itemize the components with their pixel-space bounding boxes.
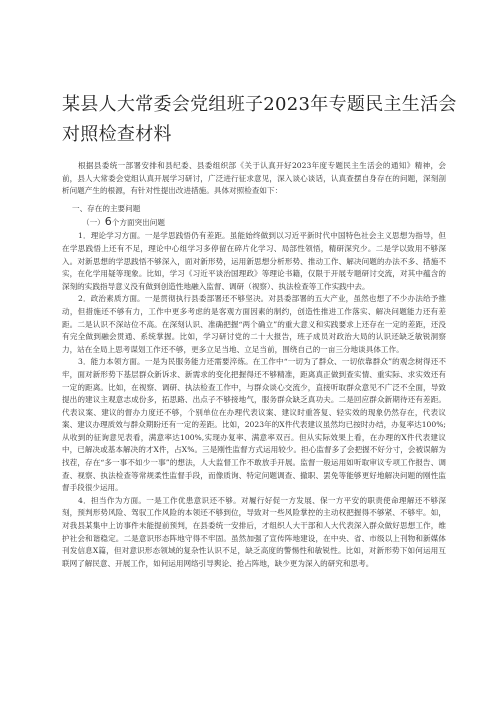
subsection-heading: [62, 215, 446, 230]
item-paragraph-1: 1．理论学习方面。一是学思践悟仍有差距。虽能始终做到以习近平新时代中国特色社会主义思想为指导，但在学思践悟上还有不足，理论中心组学习多停留在碎片化学习、局部性领悟，精研深究少。二是学以致用不够深入。对新思想的学思践悟不够深入，面对新形势，运用新思想分析形势、推动工作、解决问题的办法不多、措施不实，在化学用疑等现象。比如，学习《习近平谈治国理政》等理论书籍，仅限于开展专题研讨交流，对其中蕴含的深刻的实践指导意义没有做到创造性地融入监督、调研（视察）、执法检查等工作实践中去。: [62, 231, 446, 291]
document-body: [62, 160, 446, 570]
subsection-suffix: 个方面突出问题: [111, 218, 165, 228]
intro-paragraph: 根据县委统一部署安排和县纪委、县委组织部《关于认真开好2023年度专题民主生活会的通知》精神，会前，县人大常委会党组认真开展学习研讨，广泛进行征求意见，深入谈心谈话，认真查摆自身存在的问题，深刻剖析问题产生的根源，有针对性提出改进措施。具体对照检查如下：: [62, 161, 446, 196]
document-title: 某县人大常委会党组班子2023年专题民主生活会对照检查材料: [62, 94, 457, 145]
section-heading: 一、存在的主要问题: [72, 203, 141, 213]
subsection-number: 6: [104, 215, 112, 229]
item-paragraph-4: 4．担当作为方面。一是工作优患意识还不够。对履行好促一方发展、保一方平安的职责使命理解还不够深刻，预判形势风险、驾驭工作风险的本领还不够到位，导致对一些风险掌控的主动权把握得不够紧、不够牢。如，对我县某集中上访事件未能提前预判，在县委统一安排后，才组织人大干部和人大代表深入群众做好思想工作，维护社会和谐稳定。二是意识形态阵地守得不牢固。虽然加强了宣传阵地建设，在中央、省、市级以上刊物和新媒体刊发信息X篇，但对意识形态领域的复杂性认识不足，缺乏高度的警惕性和敏锐性。比如，对新形势下如何运用互联网了解民意、开展工作，如何运用网络引导舆论、抢占阵地，缺少更为深入的研究和思考。: [62, 495, 446, 568]
subsection-prefix: （一）: [82, 218, 105, 228]
item-paragraph-3: 3．能力本领方面。一是为民服务能力还需要淬炼。在工作中“一切为了群众、一切依靠群众”的观念树得还不牢，面对新形势下基层群众新诉求、新需求的变化把握得还不够精准，距离真正做到查实情、重实际、求实效还有一定的距离。比如，在视察、调研、执法检查工作中，与群众谈心交流少，直接听取群众意见不广泛不全面，导致提出的建议主观意志成份多，拓思路、出点子不够接地气，服务群众缺乏真功夫。二是回应群众新期待还有差距。代表议案、建议的督办力度还不够，个别单位在办理代表议案、建议时重答复、轻实效的现象仍然存在，代表议案、建议办理质效与群众期盼还有一定的差距。比如，2023年的X件代表建议虽然均已按时办结，办复率达100%;从收到的征询意见表看，满意率达100%,实现办复率、满意率双百。但从实际效果上看，在办理的X件代表建议中，已解决或基本解决的才X件，占X%。三是刚性监督方式运用较少。担心监督多了会把握不好分寸，会被误解为找茬，存在“多一事不如少一事”的想法，人大监督工作不敢放手开展。监督一般运用如听取审议专项工作报告、调查、视察、执法检查等常规柔性监督手段，而像质询、特定问题调查、撤职、罢免等能够更好地解决问题的刚性监督手段很少运用。: [62, 357, 446, 493]
item-paragraph-2: 2．政治素质方面。一是贯彻执行县委部署还不够坚决。对县委部署的五大产业，虽然也想了不少办法给予推动，但措施还不够有力，工作中更多考虑的是客观方面因素的制约，创造性推进工作落实、解决问题能力还有差距。二是认识不深站位不高。在深刻认识、准确把握“两个确立”的重大意义和实践要求上还存在一定的差距，还没有完全做到融会贯通、系统掌握。比如，学习研讨党的二十大报告，班子成员对政治大局的认识还缺乏敏锐洞察力，站在全局上思考谋划工作还不够，更多立足当地、立足当前，围绕自己的一亩三分地谈具体工作。: [62, 294, 446, 354]
